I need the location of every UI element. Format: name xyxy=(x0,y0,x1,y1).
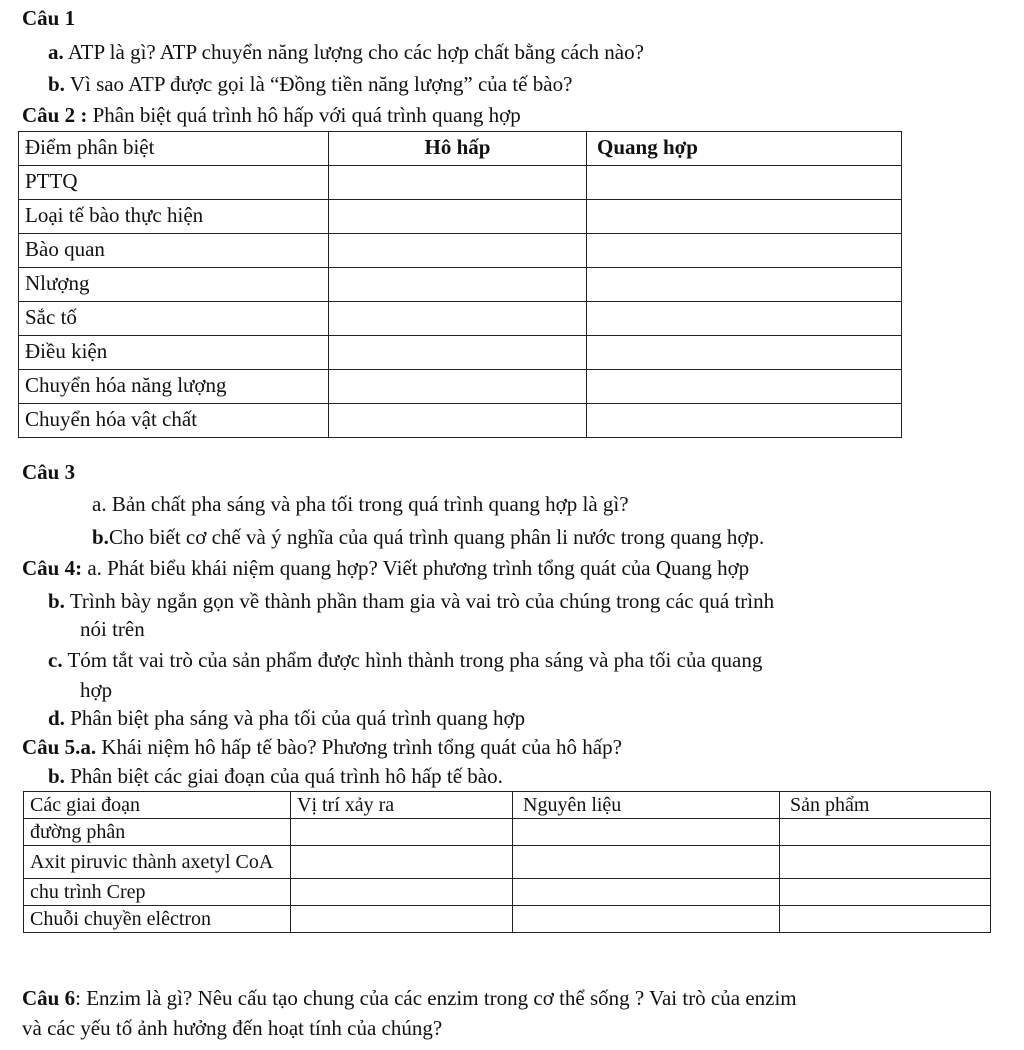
table-header-row xyxy=(24,792,991,819)
table-header-cell: Nguyên liệu xyxy=(513,792,780,819)
table-cell xyxy=(329,302,587,336)
table-cell xyxy=(780,879,991,906)
table-cell xyxy=(587,268,902,302)
table-row xyxy=(19,370,902,404)
table-cell: Chuyển hóa vật chất xyxy=(19,404,329,438)
table-cell xyxy=(513,906,780,933)
table-cell: chu trình Crep xyxy=(24,879,291,906)
table-row xyxy=(24,879,991,906)
question-3b: b.Cho biết cơ chế và ý nghĩa của quá trình quang phân li nước trong quang hợp. xyxy=(92,525,765,549)
table-cell xyxy=(329,370,587,404)
comparison-table-respiration-photosynthesis xyxy=(18,131,902,438)
table-cell: Loại tế bào thực hiện xyxy=(19,200,329,234)
question-5a: Câu 5.a. Khái niệm hô hấp tế bào? Phương trình tổng quát của hô hấp? xyxy=(22,735,622,759)
table-row xyxy=(19,268,902,302)
table-cell: Sắc tố xyxy=(19,302,329,336)
question-1-heading: Câu 1 xyxy=(22,6,76,30)
table-cell xyxy=(587,302,902,336)
table-cell: PTTQ xyxy=(19,166,329,200)
table-cell: Chuyển hóa năng lượng xyxy=(19,370,329,404)
table-row xyxy=(24,846,991,879)
question-1a: a. ATP là gì? ATP chuyển năng lượng cho các hợp chất bằng cách nào? xyxy=(48,40,644,64)
table-cell xyxy=(329,336,587,370)
table-header-row xyxy=(19,132,902,166)
table-cell: Axit piruvic thành axetyl CoA xyxy=(24,846,291,879)
question-4b: b. Trình bày ngắn gọn về thành phần tham gia và vai trò của chúng trong các quá trình xyxy=(48,589,775,613)
question-6-continued: và các yếu tố ảnh hưởng đến hoạt tính của chúng? xyxy=(22,1016,443,1040)
table-row xyxy=(19,200,902,234)
table-cell xyxy=(513,879,780,906)
table-cell xyxy=(291,906,513,933)
table-cell: đường phân xyxy=(24,819,291,846)
question-4b-continued: nói trên xyxy=(80,617,145,641)
table-header-cell: Điểm phân biệt xyxy=(19,132,329,166)
question-3a: a. Bản chất pha sáng và pha tối trong quá trình quang hợp là gì? xyxy=(92,492,629,516)
table-row xyxy=(24,906,991,933)
question-4d: d. Phân biệt pha sáng và pha tối của quá trình quang hợp xyxy=(48,706,526,730)
table-cell xyxy=(780,846,991,879)
table-cell xyxy=(587,336,902,370)
question-1b: b. Vì sao ATP được gọi là “Đồng tiền năng lượng” của tế bào? xyxy=(48,72,573,96)
question-2-heading: Câu 2 : Phân biệt quá trình hô hấp với quá trình quang hợp xyxy=(22,103,521,127)
table-cell xyxy=(587,200,902,234)
table-cell: Chuỗi chuyền elêctron xyxy=(24,906,291,933)
table-cell xyxy=(329,200,587,234)
table-header-cell: Các giai đoạn xyxy=(24,792,291,819)
question-4a: Câu 4: a. Phát biểu khái niệm quang hợp? Viết phương trình tổng quát của Quang hợp xyxy=(22,556,750,580)
table-header-cell: Vị trí xảy ra xyxy=(291,792,513,819)
respiration-stages-table xyxy=(23,791,991,933)
table-row xyxy=(19,166,902,200)
table-header-cell: Hô hấp xyxy=(329,132,587,166)
table-row xyxy=(19,336,902,370)
table-cell xyxy=(513,846,780,879)
table-cell xyxy=(329,234,587,268)
table-cell: Điều kiện xyxy=(19,336,329,370)
table-cell xyxy=(329,404,587,438)
table-cell xyxy=(780,819,991,846)
table-cell xyxy=(780,906,991,933)
table-cell xyxy=(291,879,513,906)
table-header-cell: Sản phẩm xyxy=(780,792,991,819)
question-4c: c. Tóm tắt vai trò của sản phẩm được hình thành trong pha sáng và pha tối của quang xyxy=(48,648,763,672)
table-header-cell: Quang hợp xyxy=(587,132,902,166)
table-row xyxy=(19,302,902,336)
question-3-heading: Câu 3 xyxy=(22,460,76,484)
table-cell xyxy=(329,166,587,200)
table-cell: Nlượng xyxy=(19,268,329,302)
table-cell xyxy=(291,819,513,846)
question-4c-continued: hợp xyxy=(80,678,113,702)
table-cell xyxy=(291,846,513,879)
table-row xyxy=(24,819,991,846)
table-cell xyxy=(587,234,902,268)
table-cell xyxy=(587,404,902,438)
table-row xyxy=(19,234,902,268)
table-cell xyxy=(513,819,780,846)
table-cell xyxy=(587,370,902,404)
table-cell xyxy=(587,166,902,200)
table-cell: Bào quan xyxy=(19,234,329,268)
question-6: Câu 6: Enzim là gì? Nêu cấu tạo chung của các enzim trong cơ thể sống ? Vai trò của enzim xyxy=(22,986,797,1010)
table-row xyxy=(19,404,902,438)
table-cell xyxy=(329,268,587,302)
question-5b: b. Phân biệt các giai đoạn của quá trình hô hấp tế bào. xyxy=(48,764,503,788)
